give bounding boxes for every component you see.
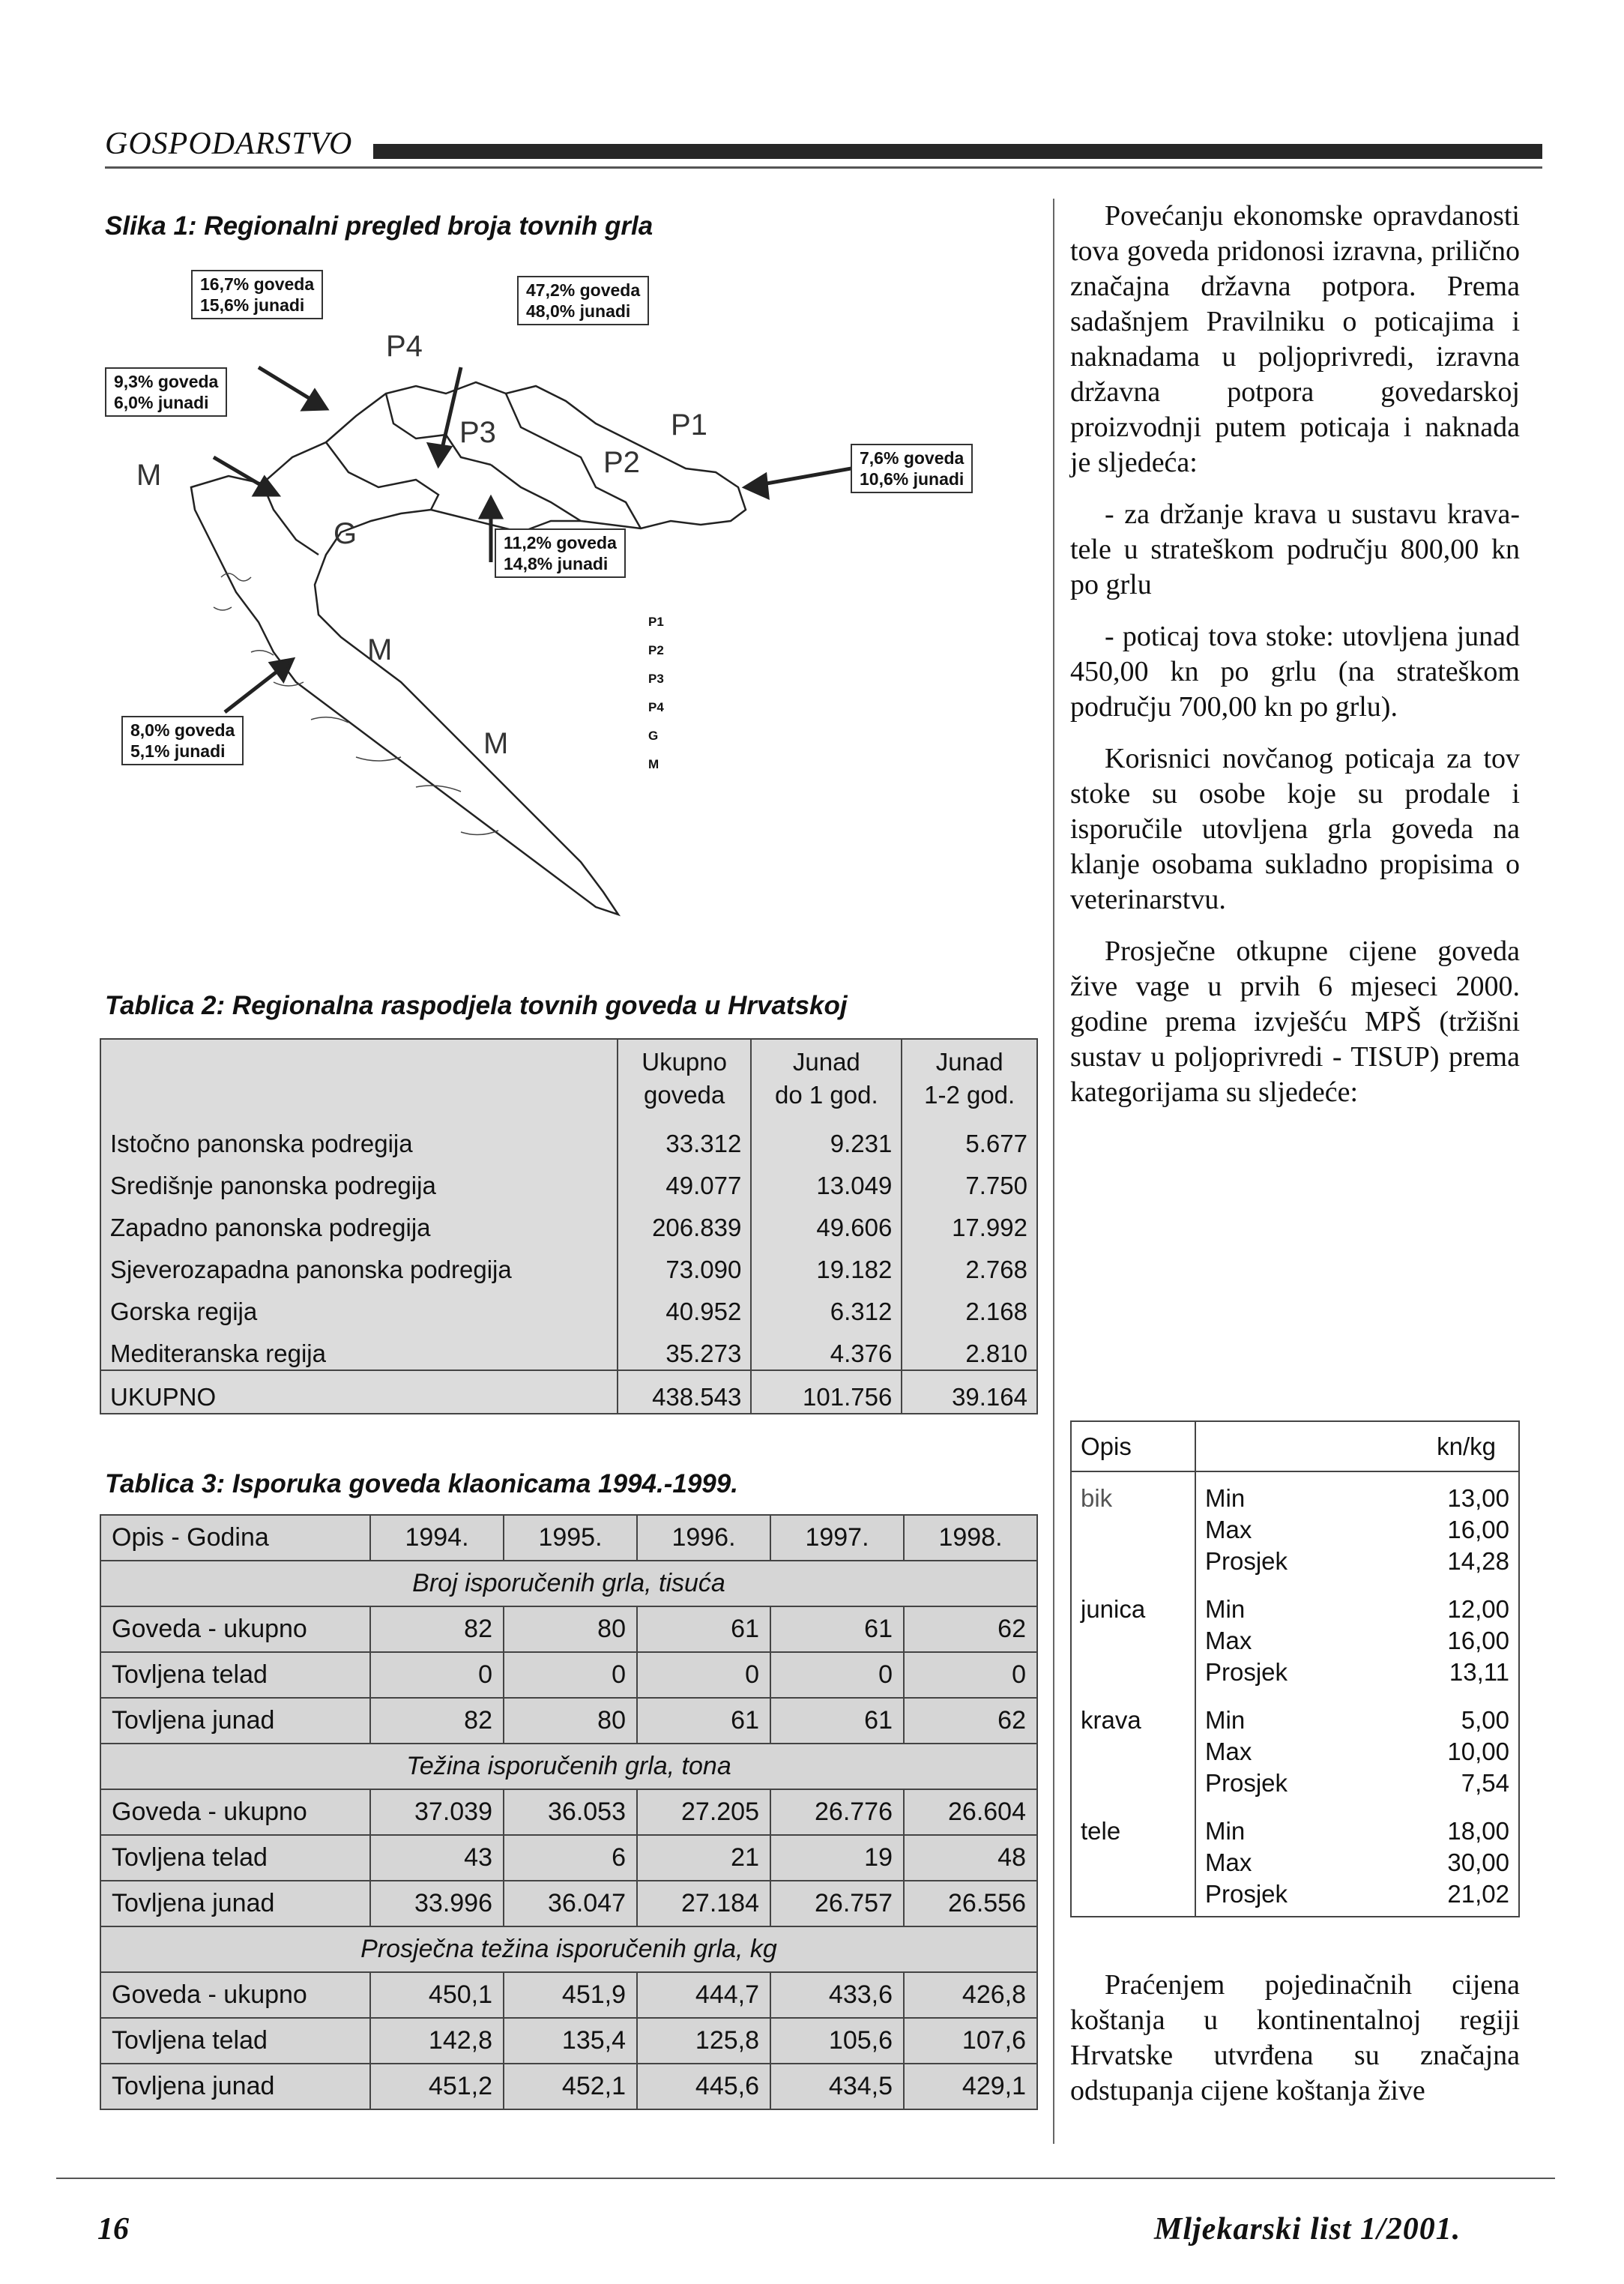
table-header-row: Opis - Godina 1994. 1995. 1996. 1997. 1998.: [100, 1515, 1037, 1561]
map-label-m: 8,0% goveda 5,1% junadi: [121, 716, 244, 765]
legend-item: G: [648, 729, 659, 743]
table-row: Goveda - ukupno 450,1 451,9 444,7 433,6 426,8: [100, 1972, 1037, 2018]
region-code: M: [367, 633, 393, 666]
region-code: G: [333, 517, 357, 550]
legend-item: M: [648, 757, 659, 771]
price-group-row: tele Min Max Prosjek 18,00 30,00 21,02: [1071, 1805, 1519, 1917]
table-row: Tovljena junad 82 80 61 61 62: [100, 1698, 1037, 1744]
paragraph: Praćenjem pojedinačnih cijena koštanja u kontinentalnoj regiji Hrvatske utvrđena su značajna odstupanja cijene koštanja žive: [1070, 1969, 1520, 2106]
table-header-row: [100, 1039, 1037, 1118]
map-label-p2: 11,2% goveda 14,8% junadi: [495, 528, 626, 578]
price-table: [1070, 1420, 1520, 1917]
header-bar: [373, 144, 1542, 159]
table-total-row: UKUPNO 438.543 101.756 39.164: [100, 1370, 1037, 1414]
section-row: Broj isporučenih grla, tisuća: [100, 1561, 1037, 1606]
table-row: Mediteranska regija 35.273 4.376 2.810: [100, 1328, 1037, 1370]
paragraph: - poticaj tova stoke: utovljena junad 450,00 kn po grlu (na strateškom području 700,00 kn po grlu).: [1070, 621, 1520, 723]
table-row: Tovljena telad 43 6 21 19 48: [100, 1835, 1037, 1881]
table-row: Goveda - ukupno 37.039 36.053 27.205 26.776 26.604: [100, 1789, 1037, 1835]
paragraph: Povećanju ekonomske opravdanosti tova goveda pridonosi izravna, prilično značajna državna potpora. Prema sadašnjem Pravilniku o poticajima i naknadama u poljoprivredi, izravna državna potpora govedarskoj proizvodnji putem poticaja i naknada je sljedeća:: [1070, 200, 1520, 478]
legend-item: P1: [648, 615, 664, 629]
table-row: Tovljena junad 451,2 452,1 445,6 434,5 429,1: [100, 2064, 1037, 2109]
column-header: Junad 1-2 god.: [902, 1039, 1037, 1118]
table2: [100, 1038, 1038, 1414]
table-row: Tovljena junad 33.996 36.047 27.184 26.757 26.556: [100, 1881, 1037, 1926]
legend-item: P4: [648, 700, 664, 714]
table2-caption: Tablica 2: Regionalna raspodjela tovnih goveda u Hrvatskoj: [105, 991, 848, 1020]
table-row: Tovljena telad 0 0 0 0 0: [100, 1652, 1037, 1698]
paragraph: - za držanje krava u sustavu krava-tele u strateškom području 800,00 kn po grlu: [1070, 498, 1520, 600]
table-row: Goveda - ukupno 82 80 61 61 62: [100, 1606, 1037, 1652]
map-label-p3: 47,2% goveda 48,0% junadi: [517, 276, 649, 325]
table3-caption: Tablica 3: Isporuka goveda klaonicama 1994.-1999.: [105, 1469, 738, 1498]
price-group-row: junica Min Max Prosjek 12,00 16,00 13,11: [1071, 1583, 1519, 1694]
footer-rule: [56, 2178, 1555, 2179]
region-code: P1: [671, 409, 707, 442]
figure-caption: Slika 1: Regionalni pregled broja tovnih grla: [105, 211, 653, 241]
journal-reference: Mljekarski list 1/2001.: [1154, 2212, 1461, 2247]
right-column-text: [1070, 199, 1520, 1127]
region-code: M: [136, 459, 162, 492]
table-header-row: Opis kn/kg: [1071, 1421, 1519, 1471]
section-title: GOSPODARSTVO: [105, 127, 353, 161]
croatia-map-outline: [101, 262, 1060, 937]
region-code: P2: [603, 446, 640, 479]
table-row: Sjeverozapadna panonska podregija 73.090 19.182 2.768: [100, 1244, 1037, 1286]
paragraph: Korisnici novčanog poticaja za tov stoke su osobe koje su prodale i isporučile utovljena grla goveda na klanje osobama sukladno propisima o veterinarstvu.: [1070, 743, 1520, 915]
map-label-g: 9,3% goveda 6,0% junadi: [105, 367, 227, 417]
table-row: Gorska regija 40.952 6.312 2.168: [100, 1286, 1037, 1328]
paragraph: Prosječne otkupne cijene goveda žive vage u prvih 6 mjeseci 2000. godine prema izvješću MPŠ (tržišni sustav u poljoprivredi - TISUP) prema kategorijama su sljedeće:: [1070, 935, 1520, 1108]
header-rule: [105, 166, 1542, 169]
croatia-map: [101, 262, 1060, 937]
region-code: M: [483, 727, 509, 760]
page-number: 16: [97, 2212, 129, 2247]
column-header: Junad do 1 god.: [751, 1039, 902, 1118]
legend-item: P2: [648, 643, 664, 657]
section-row: Prosječna težina isporučenih grla, kg: [100, 1926, 1037, 1972]
region-code: P4: [386, 330, 423, 363]
price-group-row: bik Min Max Prosjek 13,00 16,00 14,28: [1071, 1471, 1519, 1583]
map-label-p1: 7,6% goveda 10,6% junadi: [851, 444, 973, 493]
legend-item: P3: [648, 672, 664, 686]
table-row: Zapadno panonska podregija 206.839 49.606 17.992: [100, 1202, 1037, 1244]
table-row: Središnje panonska podregija 49.077 13.049 7.750: [100, 1160, 1037, 1202]
table-row: Tovljena telad 142,8 135,4 125,8 105,6 107,6: [100, 2018, 1037, 2064]
region-code: P3: [459, 416, 496, 449]
section-row: Težina isporučenih grla, tona: [100, 1744, 1037, 1789]
table3: [100, 1514, 1038, 2110]
table-row: Istočno panonska podregija 33.312 9.231 5.677: [100, 1118, 1037, 1160]
column-divider: [1053, 199, 1054, 2144]
column-header: Ukupno goveda: [618, 1039, 751, 1118]
map-label-p4: 16,7% goveda 15,6% junadi: [191, 270, 323, 319]
price-group-row: krava Min Max Prosjek 5,00 10,00 7,54: [1071, 1694, 1519, 1805]
